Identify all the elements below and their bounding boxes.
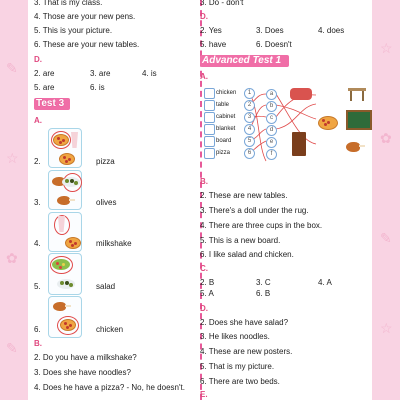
- answer-line: 3. Do - don't: [200, 0, 244, 7]
- table-leg-icon: [350, 91, 352, 101]
- match-number: 4: [244, 124, 255, 135]
- left-column: [34, 0, 194, 400]
- answer-key-page: [28, 0, 372, 400]
- item-word: olives: [96, 198, 117, 207]
- match-word: blanket: [216, 126, 236, 132]
- section-letter: D.: [200, 12, 208, 21]
- match-number: 1: [244, 88, 255, 99]
- item-word: milkshake: [96, 239, 132, 248]
- answer-cell: 2. Yes: [200, 26, 222, 35]
- section-letter: E.: [200, 390, 208, 399]
- pizza-icon: [65, 237, 81, 249]
- item-number: 5.: [34, 282, 41, 291]
- item-number: 4.: [34, 239, 41, 248]
- doodle-icon: ☆: [380, 320, 393, 336]
- answer-line: 4. These are new posters.: [200, 347, 293, 356]
- chicken-icon: [53, 302, 66, 311]
- answer-line: 3. He likes noodles.: [200, 332, 270, 341]
- item-number: 6.: [34, 325, 41, 334]
- answer-line: 6. These are your new tables.: [34, 40, 140, 49]
- olives-icon: [62, 177, 80, 187]
- section-letter: C.: [200, 264, 208, 273]
- match-word: table: [216, 102, 230, 108]
- blanket-icon: [290, 88, 312, 100]
- milkshake-card: [48, 212, 82, 252]
- board-icon: [346, 110, 372, 130]
- answer-cell: 6. is: [90, 83, 105, 92]
- item-word: chicken: [96, 325, 124, 334]
- match-word: chicken: [216, 90, 237, 96]
- answer-box: [204, 124, 215, 135]
- section-letter: D.: [34, 55, 42, 64]
- match-word: pizza: [216, 150, 231, 156]
- answer-line: 4. There are three cups in the box.: [200, 221, 323, 230]
- answer-line: 2. These are new tables.: [200, 191, 288, 200]
- answer-line: 2. Does she have salad?: [200, 318, 289, 327]
- match-word: board: [216, 138, 232, 144]
- item-number: 2.: [34, 157, 41, 166]
- answer-cell: 4. A: [318, 278, 332, 287]
- match-letter: e: [266, 137, 277, 148]
- answer-line: 3. That is my class.: [34, 0, 103, 7]
- match-number: 6: [244, 148, 255, 159]
- answer-cell: 6. B: [256, 289, 271, 298]
- pizza-icon: [318, 116, 338, 130]
- pizza-icon: [59, 153, 75, 165]
- left-margin: [0, 0, 28, 400]
- match-number: 3: [244, 112, 255, 123]
- doodle-icon: ☆: [380, 40, 393, 56]
- doodle-icon: ✎: [6, 340, 18, 356]
- answer-box: [204, 88, 215, 99]
- salad-icon: [52, 259, 70, 270]
- answer-cell: 5. A: [200, 289, 214, 298]
- answer-cell: 5. have: [200, 40, 227, 49]
- answer-box: [204, 112, 215, 123]
- pizza-card: [48, 128, 82, 168]
- match-number: 2: [244, 100, 255, 111]
- answer-cell: 6. Doesn't: [256, 40, 292, 49]
- match-number: 5: [244, 136, 255, 147]
- section-letter: A.: [200, 72, 208, 81]
- section-letter: D.: [200, 304, 208, 313]
- section-letter: B.: [200, 177, 208, 186]
- answer-line: 5. That is my picture.: [200, 362, 275, 371]
- answer-box: [204, 148, 215, 159]
- salad-card: [48, 253, 82, 295]
- chicken-card: [48, 296, 82, 338]
- right-column: [200, 0, 366, 400]
- doodle-icon: ☆: [6, 150, 19, 166]
- chicken-icon: [346, 142, 360, 152]
- answer-line: 3. There's a doll under the rug.: [200, 206, 309, 215]
- answer-cell: 4. does: [318, 26, 345, 35]
- doodle-icon: ✿: [6, 250, 18, 266]
- match-letter: a: [266, 89, 277, 100]
- item-number: 3.: [34, 198, 41, 207]
- olives-card: [48, 170, 82, 210]
- right-margin: [372, 0, 400, 400]
- match-word: cabinet: [216, 114, 236, 120]
- chicken-icon: [57, 196, 70, 205]
- pizza-icon: [53, 134, 69, 146]
- answer-cell: 5. are: [34, 83, 55, 92]
- answer-box: [204, 100, 215, 111]
- answer-cell: 3. C: [256, 278, 271, 287]
- answer-cell: 3. are: [90, 69, 111, 78]
- answer-cell: 2. are: [34, 69, 55, 78]
- match-letter: f: [266, 149, 277, 160]
- answer-line: 5. This is your picture.: [34, 26, 113, 35]
- answer-line: 2. Do you have a milkshake?: [34, 353, 137, 362]
- item-word: pizza: [96, 157, 115, 166]
- answer-line: 3. Does she have noodles?: [34, 368, 131, 377]
- matching-exercise: [200, 86, 366, 170]
- match-letter: b: [266, 101, 277, 112]
- olives-icon: [57, 279, 75, 289]
- doodle-icon: ✎: [380, 230, 392, 246]
- section-letter: B.: [34, 339, 42, 348]
- answer-line: 6. I like salad and chicken.: [200, 250, 294, 259]
- answer-line: 4. Does he have a pizza? - No, he doesn't.: [34, 383, 185, 392]
- match-letter: d: [266, 125, 277, 136]
- doodle-icon: ✿: [380, 130, 392, 146]
- answer-box: [204, 136, 215, 147]
- answer-line: 5. This is a new board.: [200, 236, 281, 245]
- milkshake-icon: [71, 132, 78, 148]
- answer-line: 6. There are two beds.: [200, 377, 280, 386]
- section-letter: A.: [34, 116, 42, 125]
- answer-cell: 4. is: [142, 69, 157, 78]
- advanced-test-badge: Advanced Test 1: [200, 55, 289, 67]
- pizza-icon: [60, 319, 76, 331]
- answer-cell: 3. Does: [256, 26, 284, 35]
- doodle-icon: ✎: [6, 60, 18, 76]
- match-letter: c: [266, 113, 277, 124]
- answer-line: 4. Those are your new pens.: [34, 12, 136, 21]
- test-3-badge: Test 3: [34, 98, 70, 110]
- cabinet-icon: [292, 132, 306, 156]
- item-word: salad: [96, 282, 116, 291]
- answer-cell: 2. B: [200, 278, 215, 287]
